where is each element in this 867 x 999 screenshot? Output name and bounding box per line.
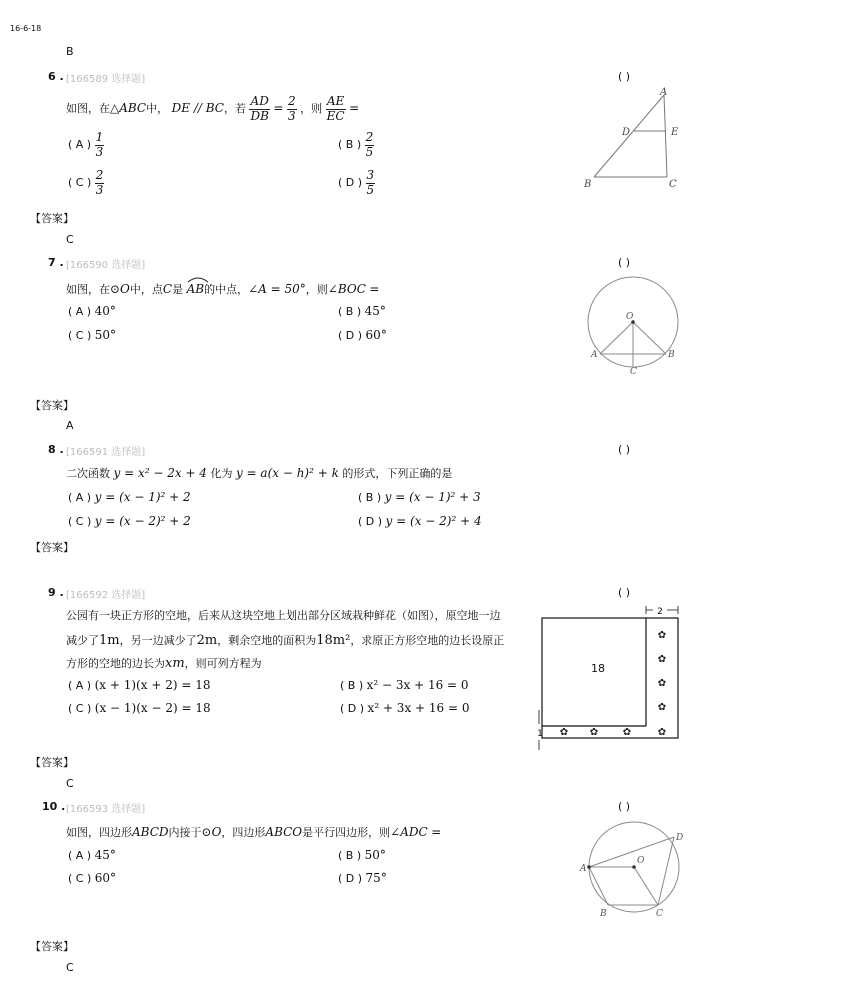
stem-math: △ABC [110, 101, 147, 115]
stem-math: ABCD [132, 825, 169, 839]
fraction-denominator: 5 [366, 182, 375, 197]
option-a[interactable] [68, 848, 116, 862]
option-label: ( B ) [358, 491, 382, 504]
option-c[interactable] [68, 701, 211, 715]
option-b[interactable] [338, 304, 386, 318]
stem-math: 18m² [316, 633, 351, 648]
point-label-d: D [622, 127, 631, 138]
stem-math: DE [171, 101, 191, 115]
fraction-numerator: AE [326, 93, 345, 108]
stem-math: 1m [99, 633, 120, 648]
stem-math: = [431, 825, 442, 839]
question-stem [66, 279, 379, 297]
stem-text: 二次函数 [66, 467, 110, 480]
stem-text: 的中点， [204, 283, 249, 296]
option-label: ( D ) [338, 872, 363, 885]
previous-answer: B [66, 45, 74, 58]
stem-math: ⊙O [110, 282, 130, 296]
option-b[interactable] [338, 128, 374, 162]
option-c[interactable] [68, 871, 116, 885]
stem-text: 如图，在 [66, 283, 110, 296]
fraction-numerator: 1 [95, 129, 104, 144]
fraction-denominator: 3 [287, 108, 296, 123]
option-label: ( D ) [338, 329, 363, 342]
answer-value: C [66, 233, 74, 246]
question-tag: [166591 选择题] [66, 447, 146, 458]
option-value: y = (x − 1)² + 3 [384, 490, 481, 504]
flower-icon: ✿ [622, 727, 632, 738]
option-value: 60° [365, 328, 387, 342]
option-value: x² + 3x + 16 = 0 [367, 701, 470, 715]
option-d[interactable] [340, 701, 469, 715]
answer-blank: ( ) [618, 586, 631, 599]
fraction-numerator: 2 [287, 93, 296, 108]
option-b[interactable] [340, 678, 469, 692]
stem-text: 化为 [210, 467, 233, 480]
stem-text: 如图，在 [66, 102, 110, 115]
option-label: ( C ) [68, 515, 92, 528]
option-a[interactable] [68, 490, 191, 504]
stem-math: y = x² − 2x + 4 [113, 466, 207, 480]
stem-line-3 [66, 655, 262, 671]
option-value: 40° [94, 304, 116, 318]
stem-math: 2m [196, 633, 218, 648]
option-a[interactable] [68, 304, 116, 318]
top-dimension-label: 2 [657, 607, 663, 617]
point-label-d: D [676, 833, 684, 843]
garden-figure [532, 600, 682, 750]
option-value: 45° [94, 848, 116, 862]
point-label-a: A [580, 864, 587, 874]
option-a[interactable] [68, 128, 104, 162]
left-dimension-label: 1 [537, 729, 543, 739]
question-number: 9 . [48, 586, 64, 599]
stem-text: 如图，四边形 [66, 826, 132, 839]
point-label-e: E [671, 127, 679, 138]
stem-text: ，另一边减少了 [119, 634, 197, 647]
option-value: x² − 3x + 16 = 0 [366, 678, 469, 692]
fraction-two-thirds [287, 95, 297, 124]
point-label-c: C [630, 367, 637, 376]
question-tag: [166590 选择题] [66, 260, 146, 271]
answer-label: 【答案】 [30, 940, 74, 953]
point-label-a: A [660, 87, 668, 98]
option-b[interactable] [338, 848, 386, 862]
stem-text: 方形的空地的边长为 [66, 657, 165, 670]
question-tag: [166592 选择题] [66, 590, 146, 601]
question-stem [66, 824, 441, 840]
stem-math: y = a(x − h)² + k [235, 466, 339, 480]
option-label: ( D ) [358, 515, 383, 528]
answer-label: 【答案】 [30, 399, 74, 412]
side-dc [658, 837, 674, 905]
stem-math: xm [165, 656, 185, 671]
answer-label: 【答案】 [30, 541, 74, 554]
stem-math: = [349, 101, 360, 115]
stem-math: ∠ADC [390, 825, 428, 839]
stem-text: 内接于 [168, 826, 202, 839]
answer-blank: ( ) [618, 800, 631, 813]
option-fraction [95, 169, 105, 198]
inscribed-quadrilateral-figure [578, 820, 690, 920]
flower-icon: ✿ [657, 727, 667, 738]
stem-line-1: 公园有一块正方形的空地，后来从这块空地上划出部分区域栽种鲜花（如图），原空地一边 [66, 609, 501, 622]
answer-value: A [66, 419, 74, 432]
radius-ob [633, 322, 666, 354]
fraction-denominator: 3 [95, 182, 104, 197]
fraction-denominator: EC [326, 108, 345, 123]
option-label: ( C ) [68, 176, 92, 189]
circle-figure [586, 276, 686, 376]
question-number: 7 . [48, 256, 64, 269]
segment-oc [634, 867, 658, 905]
option-c[interactable] [68, 514, 191, 528]
stem-text: ，求原正方形空地的边长设原正 [350, 634, 505, 647]
option-value: 50° [364, 848, 386, 862]
fraction-ad-db [249, 95, 269, 124]
option-value: (x − 1)(x − 2) = 18 [94, 701, 211, 715]
answer-blank: ( ) [618, 70, 631, 83]
option-c[interactable] [68, 328, 116, 342]
option-label: ( D ) [340, 702, 365, 715]
option-label: ( A ) [68, 491, 92, 504]
stem-text: ，则 [300, 102, 323, 115]
radius-oa [600, 322, 633, 354]
fraction-numerator: 3 [366, 167, 375, 182]
option-label: ( C ) [68, 872, 92, 885]
option-label: ( B ) [338, 305, 362, 318]
question-number: 6 . [48, 70, 64, 83]
arc-ab [187, 279, 204, 296]
flower-icon: ✿ [657, 678, 667, 689]
question-stem [66, 88, 359, 129]
stem-math: = [273, 101, 284, 115]
point-label-b: B [600, 909, 607, 919]
option-d[interactable] [338, 166, 375, 200]
option-value: 60° [94, 871, 117, 885]
question-number: 8 . [48, 443, 64, 456]
remaining-area-label: 18 [591, 662, 605, 675]
option-fraction [366, 169, 376, 198]
stem-text: 是 [172, 283, 184, 296]
stem-text: ，若 [223, 102, 246, 115]
stem-math: BC [205, 101, 224, 115]
option-b[interactable] [358, 490, 481, 504]
option-label: ( C ) [68, 329, 92, 342]
stem-math: ∠BOC [327, 282, 366, 296]
option-value: y = (x − 2)² + 2 [94, 514, 191, 528]
arc-mark [187, 277, 209, 283]
arc-label: AB [186, 282, 205, 296]
fraction-numerator: 2 [365, 129, 374, 144]
option-c[interactable] [68, 166, 104, 200]
option-label: ( D ) [338, 176, 363, 189]
flower-icon: ✿ [559, 727, 569, 738]
option-d[interactable] [358, 514, 482, 528]
point-label-b: B [668, 350, 675, 360]
side-ab [589, 867, 608, 905]
flower-icon: ✿ [657, 654, 667, 665]
page-date: 16-6-18 [10, 24, 42, 33]
option-value: 45° [364, 304, 386, 318]
option-value: y = (x − 2)² + 4 [385, 514, 482, 528]
answer-blank: ( ) [618, 256, 631, 269]
question-tag: [166593 选择题] [66, 804, 146, 815]
option-label: ( B ) [338, 849, 362, 862]
question-number: 10 . [42, 800, 66, 813]
option-value: (x + 1)(x + 2) = 18 [94, 678, 211, 692]
stem-text: ，则 [305, 283, 328, 296]
answer-blank: ( ) [618, 443, 631, 456]
option-value: 75° [365, 871, 387, 885]
answer-value: C [66, 961, 74, 974]
fraction-denominator: 3 [95, 144, 104, 159]
option-d[interactable] [338, 871, 387, 885]
stem-text: 减少了 [66, 634, 99, 647]
point-label-a: A [591, 350, 598, 360]
fraction-ae-ec [326, 95, 346, 124]
flower-icon: ✿ [589, 727, 599, 738]
stem-text: 是平行四边形，则 [302, 826, 391, 839]
center-dot [632, 865, 636, 869]
stem-text: 中， [146, 102, 169, 115]
vertex-dot [587, 865, 591, 869]
question-stem [66, 465, 452, 481]
fraction-numerator: 2 [95, 167, 104, 182]
point-label-c: C [656, 909, 663, 919]
option-a[interactable] [68, 678, 210, 692]
option-value: 50° [94, 328, 117, 342]
option-label: ( C ) [68, 702, 92, 715]
point-label-o: O [637, 856, 645, 866]
option-label: ( B ) [338, 138, 362, 151]
stem-math: // [190, 101, 206, 115]
stem-text: 中，点 [129, 283, 163, 296]
stem-text: ，则可列方程为 [184, 657, 262, 670]
flower-icon: ✿ [657, 630, 667, 641]
option-fraction [95, 131, 105, 160]
option-fraction [365, 131, 375, 160]
option-label: ( B ) [340, 679, 364, 692]
stem-math: ABCO [265, 825, 303, 839]
point-label-o: O [626, 312, 634, 322]
stem-text: ，四边形 [221, 826, 266, 839]
option-d[interactable] [338, 328, 387, 342]
side-ac [664, 95, 667, 177]
stem-math: C [162, 282, 173, 296]
answer-value: C [66, 777, 74, 790]
fraction-denominator: 5 [365, 144, 374, 159]
point-label-c: C [669, 179, 677, 190]
stem-line-2 [66, 632, 504, 648]
option-label: ( A ) [68, 679, 92, 692]
side-ad [589, 837, 674, 867]
stem-math: ⊙O [201, 825, 222, 839]
stem-text: ，剩余空地的面积为 [217, 634, 317, 647]
stem-math: ∠A = 50° [248, 282, 306, 296]
point-label-b: B [584, 179, 592, 190]
fraction-numerator: AD [250, 93, 269, 108]
flower-icon: ✿ [657, 702, 667, 713]
answer-label: 【答案】 [30, 756, 74, 769]
option-label: ( A ) [68, 305, 92, 318]
option-value: y = (x − 1)² + 2 [94, 490, 191, 504]
answer-label: 【答案】 [30, 212, 74, 225]
question-tag: [166589 选择题] [66, 74, 146, 85]
fraction-denominator: DB [250, 108, 269, 123]
option-label: ( A ) [68, 849, 92, 862]
triangle-figure [580, 85, 690, 191]
stem-math: = [369, 282, 380, 296]
stem-text: 的形式，下列正确的是 [342, 467, 453, 480]
option-label: ( A ) [68, 138, 92, 151]
